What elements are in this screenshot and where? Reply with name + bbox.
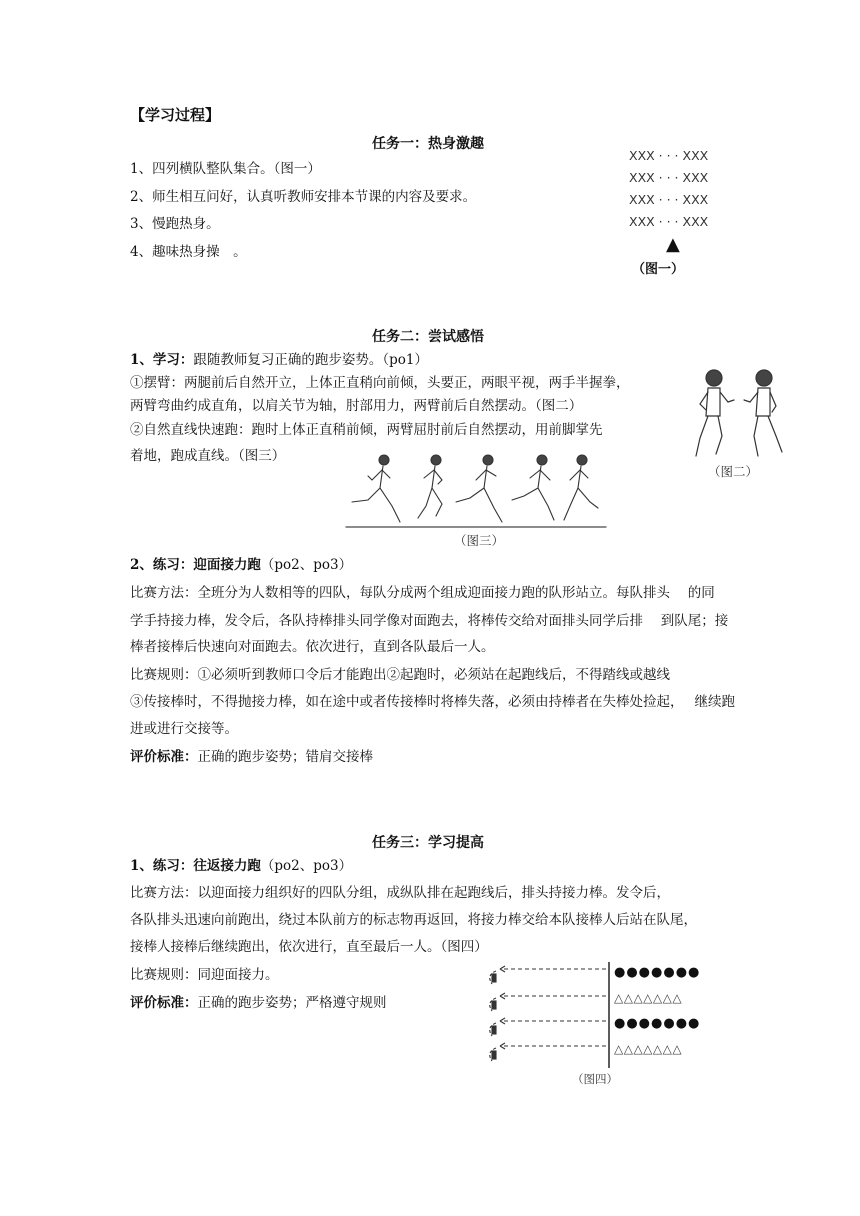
relay-lane (490, 966, 606, 984)
fig1-row: XXX · · · XXX (629, 192, 709, 207)
arm-swing-line-1: ①摆臂：两腿前后自然开立，上体正直稍向前倾，头要正，两眼平视，两手半握拳， (130, 375, 630, 391)
rule-line: 比赛规则：同迎面接力。 (130, 967, 279, 983)
eval-text: 正确的跑步姿势；严格遵守规则 (197, 995, 387, 1011)
method-line: 各队排头迅速向前跑出，绕过本队前方的标志物再返回，将接力棒交给本队接棒人后站在队尾， (130, 912, 697, 928)
rule-line: 进或进行交接等。 (130, 721, 238, 737)
eval-text: 正确的跑步姿势；错肩交接棒 (197, 749, 373, 765)
task1-item-1: 1、四列横队整队集合。（图一） (130, 161, 321, 177)
fig3-caption: （图三） (454, 533, 505, 548)
fig2-caption: （图二） (708, 464, 759, 479)
task1-item-2: 2、师生相互问好，认真听教师安排本节课的内容及要求。 (130, 189, 477, 205)
task1-item-4: 4、趣味热身操 。 (130, 244, 247, 260)
arm-swing-line-2: 两臂弯曲约成直角，以肩关节为轴，肘部用力，两臂前后自然摆动。（图二） (130, 398, 583, 414)
team-dots-row: ●●●●●●● (614, 1016, 701, 1031)
method-line: 棒者接棒后快速向对面跑去。依次进行，直到各队最后一人。 (130, 639, 495, 655)
task2-heading: 任务二：尝试感悟 (372, 329, 484, 345)
study-label: 1、学习： (130, 352, 194, 368)
task3-practice (130, 856, 352, 876)
fig1-row: XXX · · · XXX (629, 214, 709, 229)
method-line: 比赛方法：以迎面接力组织好的四队分组，成纵队排在起跑线后，排头持接力棒。发令后， (130, 885, 670, 901)
fig4-caption: （图四） (572, 1072, 618, 1086)
task1-item-3: 3、慢跑热身。 (130, 216, 220, 232)
fig1-row: XXX · · · XXX (629, 170, 709, 185)
fig1-row: XXX · · · XXX (629, 148, 709, 163)
task2-evaluation (130, 747, 373, 767)
practice-po: （po2、po3） (260, 858, 353, 874)
task2-practice (130, 555, 352, 575)
section-title: 【学习过程】 (130, 106, 221, 124)
practice-label: 2、练习：迎面接力跑 (130, 557, 261, 573)
figure-3-illustration (344, 450, 608, 530)
figure-2-illustration (686, 364, 796, 464)
method-line: 学手持接力棒，发令后，各队持棒排头同学像对面跑去，将棒传交给对面排头同学后排 到队尾；接 (130, 613, 729, 629)
team-triangles-row: △△△△△△△ (614, 1042, 683, 1056)
task2-study (130, 350, 428, 370)
straight-run-line-1: ②自然直线快速跑：跑时上体正直稍前倾，两臂屈肘前后自然摆动，用前脚掌先 (130, 422, 603, 438)
task1-heading: 任务一：热身激趣 (372, 136, 484, 152)
runner-pose (352, 455, 400, 522)
method-line: 接棒人接棒后继续跑出，依次进行，直至最后一人。（图四） (130, 939, 488, 955)
rule-line: ③传接棒时，不得抛接力棒，如在途中或者传接棒时将棒失落，必须由持棒者在失棒处捡起， 继续跑 (130, 694, 736, 710)
practice-label: 1、练习：往返接力跑 (130, 858, 261, 874)
study-text: 跟随教师复习正确的跑步姿势。（po1） (193, 352, 429, 368)
teacher-marker-icon: ▲ (666, 234, 680, 255)
eval-label: 评价标准： (130, 749, 198, 765)
team-dots-row: ●●●●●●● (614, 965, 701, 980)
task3-evaluation (130, 993, 387, 1013)
rule-line: 比赛规则：①必须听到教师口令后才能跑出②起跑时，必须站在起跑线后，不得踏线或越线 (130, 667, 670, 683)
figure-4-diagram (478, 960, 612, 1072)
eval-label: 评价标准： (130, 995, 198, 1011)
task3-heading: 任务三：学习提高 (372, 835, 484, 851)
method-line: 比赛方法：全班分为人数相等的四队，每队分成两个组成迎面接力跑的队形站立。每队排头 的同 (130, 585, 715, 601)
practice-po: （po2、po3） (260, 557, 353, 573)
team-triangles-row: △△△△△△△ (614, 991, 683, 1005)
straight-run-line-2: 着地，跑成直线。（图三） (130, 448, 286, 464)
fig1-caption: （图一） (632, 262, 685, 277)
